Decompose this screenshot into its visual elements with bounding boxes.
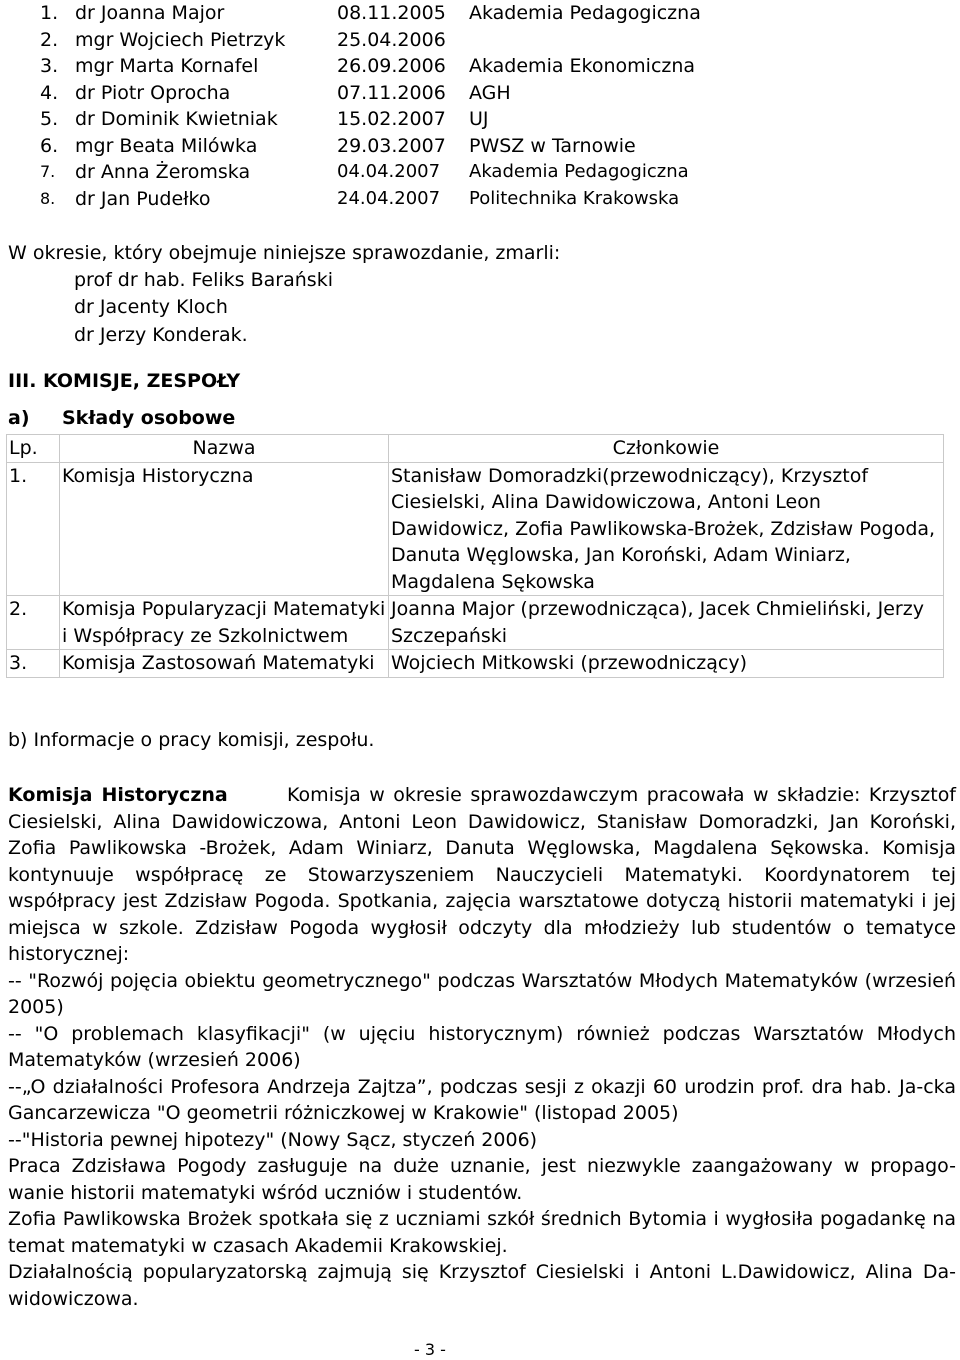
item-date: 08.11.2005 xyxy=(337,2,446,24)
row-name: Komisja Zastosowań Matematyki xyxy=(60,650,389,678)
deceased-name: dr Jerzy Konderak. xyxy=(74,323,248,346)
row-name: Komisja Popularyzacji Matematyki i Współpracy ze Szkolnictwem xyxy=(60,596,389,650)
paragraph: -- "O problemach klasyfikacji" (w ujęciu historycznym) również podczas Warsztatów Młodych Matematyków (wrzesień 2006) xyxy=(8,1022,956,1071)
list-item xyxy=(0,106,960,133)
item-date: 26.09.2006 xyxy=(337,55,446,77)
paragraph: Zofia Pawlikowska Brożek spotkała się z uczniami szkół średnich Bytomia i wygłosiła pogadankę na temat matematyki w czasach Akademii Krakowskiej. xyxy=(8,1208,956,1257)
row-lp: 2. xyxy=(7,596,60,650)
paragraph-text: Komisja w okresie sprawozdawczym pracowała w składzie: Krzysztof Ciesielski, Alina Dawidowiczowa, Antoni Leon Dawidowicz, Stanisław Domoradzki, Jan Koroński, Zofia Pawlikowska -Brożek, Adam Winiarz, Danuta Węglowska, Magdalena Sękowska. Komisja kontynuuje współpracę ze Stowarzyszeniem Nauczycieli Matematyki. Koordynatorem tej współpracy jest Zdzisław Pogoda. Spotkania, zajęcia warsztatowe dotyczą historii matematyki i jej miejsca w szkole. Zdzisław Pogoda wygłosił odczyty dla młodzieży lub studentów o tematyce historycznej: xyxy=(8,784,957,965)
list-item xyxy=(0,53,960,80)
list-item xyxy=(0,0,960,27)
item-name: mgr Beata Milówka xyxy=(75,134,258,157)
item-institution: UJ xyxy=(469,108,489,130)
item-number: 7. xyxy=(40,162,56,181)
page-number: - 3 - xyxy=(414,1340,446,1359)
committee-name: Komisja Historyczna xyxy=(8,784,228,806)
item-institution: Akademia Pedagogiczna xyxy=(469,161,689,182)
header-name: Nazwa xyxy=(60,435,389,463)
header-members: Członkowie xyxy=(389,435,944,463)
subsection-title: Składy osobowe xyxy=(62,407,236,429)
row-members: Stanisław Domoradzki(przewodniczący), Krzysztof Ciesielski, Alina Dawidowiczowa, Antoni Leon Dawidowicz, Zofia Pawlikowska-Brożek, Zdzisław Pogoda, Danuta Węglowska, Jan Koroński, Adam Winiarz, Magdalena Sękowska xyxy=(389,462,944,596)
list-item xyxy=(0,133,960,160)
item-number: 6. xyxy=(40,134,59,157)
item-institution: Akademia Ekonomiczna xyxy=(469,55,696,77)
row-name: Komisja Historyczna xyxy=(60,462,389,596)
subsection-letter: a) xyxy=(8,407,30,429)
item-name: mgr Wojciech Pietrzyk xyxy=(75,28,286,51)
staff-list xyxy=(0,0,960,212)
item-number: 5. xyxy=(40,108,59,130)
paragraph: Działalnością popularyzatorską zajmują się Krzysztof Ciesielski i Antoni L.Dawidowicz, Alina Da-widowiczowa. xyxy=(8,1261,956,1310)
deceased-intro: W okresie, który obejmuje niniejsze sprawozdanie, zmarli: xyxy=(8,242,561,264)
item-name: dr Piotr Oprocha xyxy=(75,81,231,104)
subsection-a-heading xyxy=(8,405,235,432)
table-row xyxy=(7,596,944,650)
item-number: 8. xyxy=(40,188,56,208)
deceased-section xyxy=(8,240,948,349)
item-date: 25.04.2006 xyxy=(337,28,446,51)
item-name: dr Jan Pudełko xyxy=(75,187,211,210)
item-number: 4. xyxy=(40,81,59,104)
item-number: 2. xyxy=(40,28,59,51)
list-item xyxy=(0,80,960,107)
paragraph: Praca Zdzisława Pogody zasługuje na duże uznanie, jest niezwykle zaangażowany w propago-wanie historii matematyki wśród uczniów i studentów. xyxy=(8,1155,956,1204)
item-number: 1. xyxy=(40,2,59,24)
list-item xyxy=(0,186,960,213)
item-date: 07.11.2006 xyxy=(337,81,446,104)
paragraph xyxy=(8,782,956,968)
item-name: dr Anna Żeromska xyxy=(75,161,251,183)
paragraph: --"Historia pewnej hipotezy" (Nowy Sącz, styczeń 2006) xyxy=(8,1128,538,1151)
deceased-name: prof dr hab. Feliks Barański xyxy=(74,268,333,291)
table-row xyxy=(7,462,944,596)
section-title: III. KOMISJE, ZESPOŁY xyxy=(8,370,241,392)
row-lp: 3. xyxy=(7,650,60,678)
table-header-row xyxy=(7,435,944,463)
row-lp: 1. xyxy=(7,462,60,596)
list-item xyxy=(0,27,960,54)
item-name: mgr Marta Kornafel xyxy=(75,55,259,77)
row-members: Joanna Major (przewodnicząca), Jacek Chmieliński, Jerzy Szczepański xyxy=(389,596,944,650)
table-row xyxy=(7,650,944,678)
deceased-names xyxy=(8,267,948,350)
item-institution: Akademia Pedagogiczna xyxy=(469,2,701,24)
item-date: 24.04.2007 xyxy=(337,187,441,209)
item-name: dr Dominik Kwietniak xyxy=(75,108,278,130)
paragraph: --„O działalności Profesora Andrzeja Zajtza”, podczas sesji z okazji 60 urodzin prof. dra hab. Ja-cka Gancarzewicza "O geometrii różniczkowej w Krakowie" (listopad 2005) xyxy=(8,1075,956,1124)
item-institution: Politechnika Krakowska xyxy=(469,187,680,209)
item-institution: AGH xyxy=(469,81,511,104)
item-date: 15.02.2007 xyxy=(337,108,446,130)
subsection-b-heading: b) Informacje o pracy komisji, zespołu. xyxy=(8,729,375,751)
list-item xyxy=(0,159,960,186)
row-members: Wojciech Mitkowski (przewodniczący) xyxy=(389,650,944,678)
item-name: dr Joanna Major xyxy=(75,2,225,24)
item-date: 29.03.2007 xyxy=(337,134,446,157)
header-lp: Lp. xyxy=(7,435,60,463)
report-body xyxy=(8,782,956,1312)
paragraph: -- "Rozwój pojęcia obiektu geometrycznego" podczas Warsztatów Młodych Matematyków (wrzesień 2005) xyxy=(8,969,956,1018)
committees-table xyxy=(6,434,944,678)
item-number: 3. xyxy=(40,55,59,77)
item-date: 04.04.2007 xyxy=(337,161,441,182)
item-institution: PWSZ w Tarnowie xyxy=(469,134,636,157)
deceased-name: dr Jacenty Kloch xyxy=(74,296,228,318)
